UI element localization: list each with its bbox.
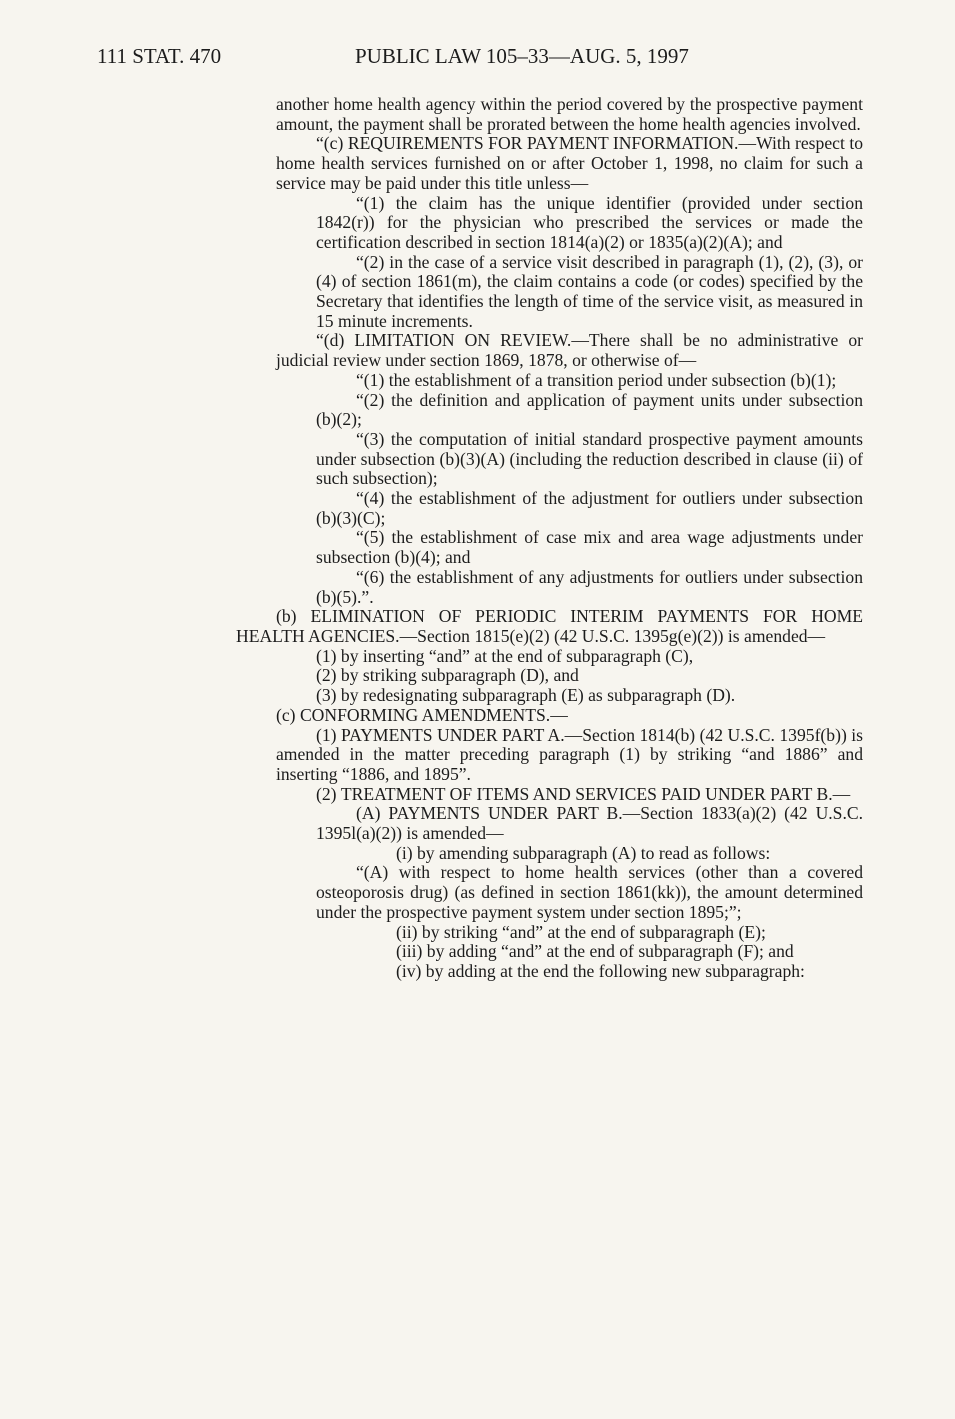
section-heading: ELIMINATION OF PERIODIC INTERIM PAYMENTS FOR HOME HEALTH AGENCIES. — [236, 606, 863, 646]
section-c: (c) CONFORMING AMENDMENTS.— — [276, 704, 568, 725]
paragraph: another home health agency within the period covered by the prospective payment amount, the payment shall be prorated between the home health agencies involved. — [276, 94, 863, 134]
paragraph: (2) TREATMENT OF ITEMS AND SERVICES PAID UNDER PART B.— — [316, 783, 851, 804]
subsection-heading: LIMITATION ON REVIEW. — [354, 330, 572, 351]
statute-page-number: 111 STAT. 470 — [97, 44, 222, 68]
paragraph: “(6) the establishment of any adjustments for outliers under subsection (b)(5).”. — [316, 566, 863, 607]
subsection-d: “(d) LIMITATION ON REVIEW.—There shall be no administrative or judicial review under section 1869, 1878, or otherwise of— — [276, 330, 863, 371]
public-law-citation: PUBLIC LAW 105–33—AUG. 5, 1997 — [355, 44, 689, 68]
paragraph: “(1) the claim has the unique identifier (provided under section 1842(r)) for the physician who prescribed the services or made the certification described in section 1814(a)(2) or 1835(a)(2)(A); and — [316, 192, 863, 252]
paragraph: “(3) the computation of initial standard prospective payment amounts under subsection (b)(3)(A) (including the reduction described in clause (ii) of such subsection); — [316, 428, 863, 489]
subparagraph: (A) PAYMENTS UNDER PART B.—Section 1833(a)(2) (42 U.S.C. 1395l(a)(2)) is amended— — [316, 803, 863, 844]
clause: (iii) by adding “and” at the end of subparagraph (F); and — [396, 941, 794, 962]
paragraph: “(2) in the case of a service visit described in paragraph (1), (2), (3), or (4) of section 1861(m), the claim contains a code (or codes) specified by the Secretary that identifies the length of time of the service visit, as measured in 15 minute increments. — [316, 251, 863, 331]
section-b: (b) ELIMINATION OF PERIODIC INTERIM PAYMENTS FOR HOME HEALTH AGENCIES.—Section 1815(e)(2) (42 U.S.C. 1395g(e)(2)) is amended— — [236, 606, 863, 646]
paragraph: (1) PAYMENTS UNDER PART A.—Section 1814(b) (42 U.S.C. 1395f(b)) is amended in the matter preceding paragraph (1) by striking “and 1886” and inserting “1886, and 1895”. — [276, 724, 863, 784]
page-header — [97, 44, 865, 74]
paragraph: (2) by striking subparagraph (D), and — [316, 665, 579, 686]
clause: (iv) by adding at the end the following new subparagraph: — [396, 960, 805, 981]
paragraph: “(5) the establishment of case mix and area wage adjustments under subsection (b)(4); and — [316, 527, 863, 568]
clause: (ii) by striking “and” at the end of subparagraph (E); — [396, 921, 766, 942]
paragraph: “(2) the definition and application of payment units under subsection (b)(2); — [316, 389, 863, 430]
subsection-heading: REQUIREMENTS FOR PAYMENT INFORMATION. — [347, 133, 739, 154]
paragraph: (3) by redesignating subparagraph (E) as subparagraph (D). — [316, 685, 736, 706]
clause: (i) by amending subparagraph (A) to read as follows: — [396, 842, 771, 863]
quoted-text: “(A) with respect to home health services (other than a covered osteoporosis drug) (as defined in section 1861(kk)), the amount determined under the prospective payment system under section 1895;”; — [316, 862, 863, 922]
paragraph: “(4) the establishment of the adjustment for outliers under subsection (b)(3)(C); — [316, 488, 863, 528]
paragraph-heading: TREATMENT OF ITEMS AND SERVICES PAID UNDER PART B. — [340, 783, 833, 804]
statute-body — [236, 95, 863, 982]
paragraph: (1) by inserting “and” at the end of subparagraph (C), — [316, 645, 694, 666]
paragraph: “(1) the establishment of a transition period under subsection (b)(1); — [356, 369, 837, 390]
paragraph-heading: PAYMENTS UNDER PART A. — [340, 724, 565, 745]
subparagraph-heading: PAYMENTS UNDER PART B. — [388, 803, 623, 824]
subsection-c: “(c) REQUIREMENTS FOR PAYMENT INFORMATION.—With respect to home health services furnished on or after October 1, 1998, no claim for such a service may be paid under this title unless— — [276, 133, 864, 193]
section-heading: CONFORMING AMENDMENTS. — [299, 704, 551, 725]
